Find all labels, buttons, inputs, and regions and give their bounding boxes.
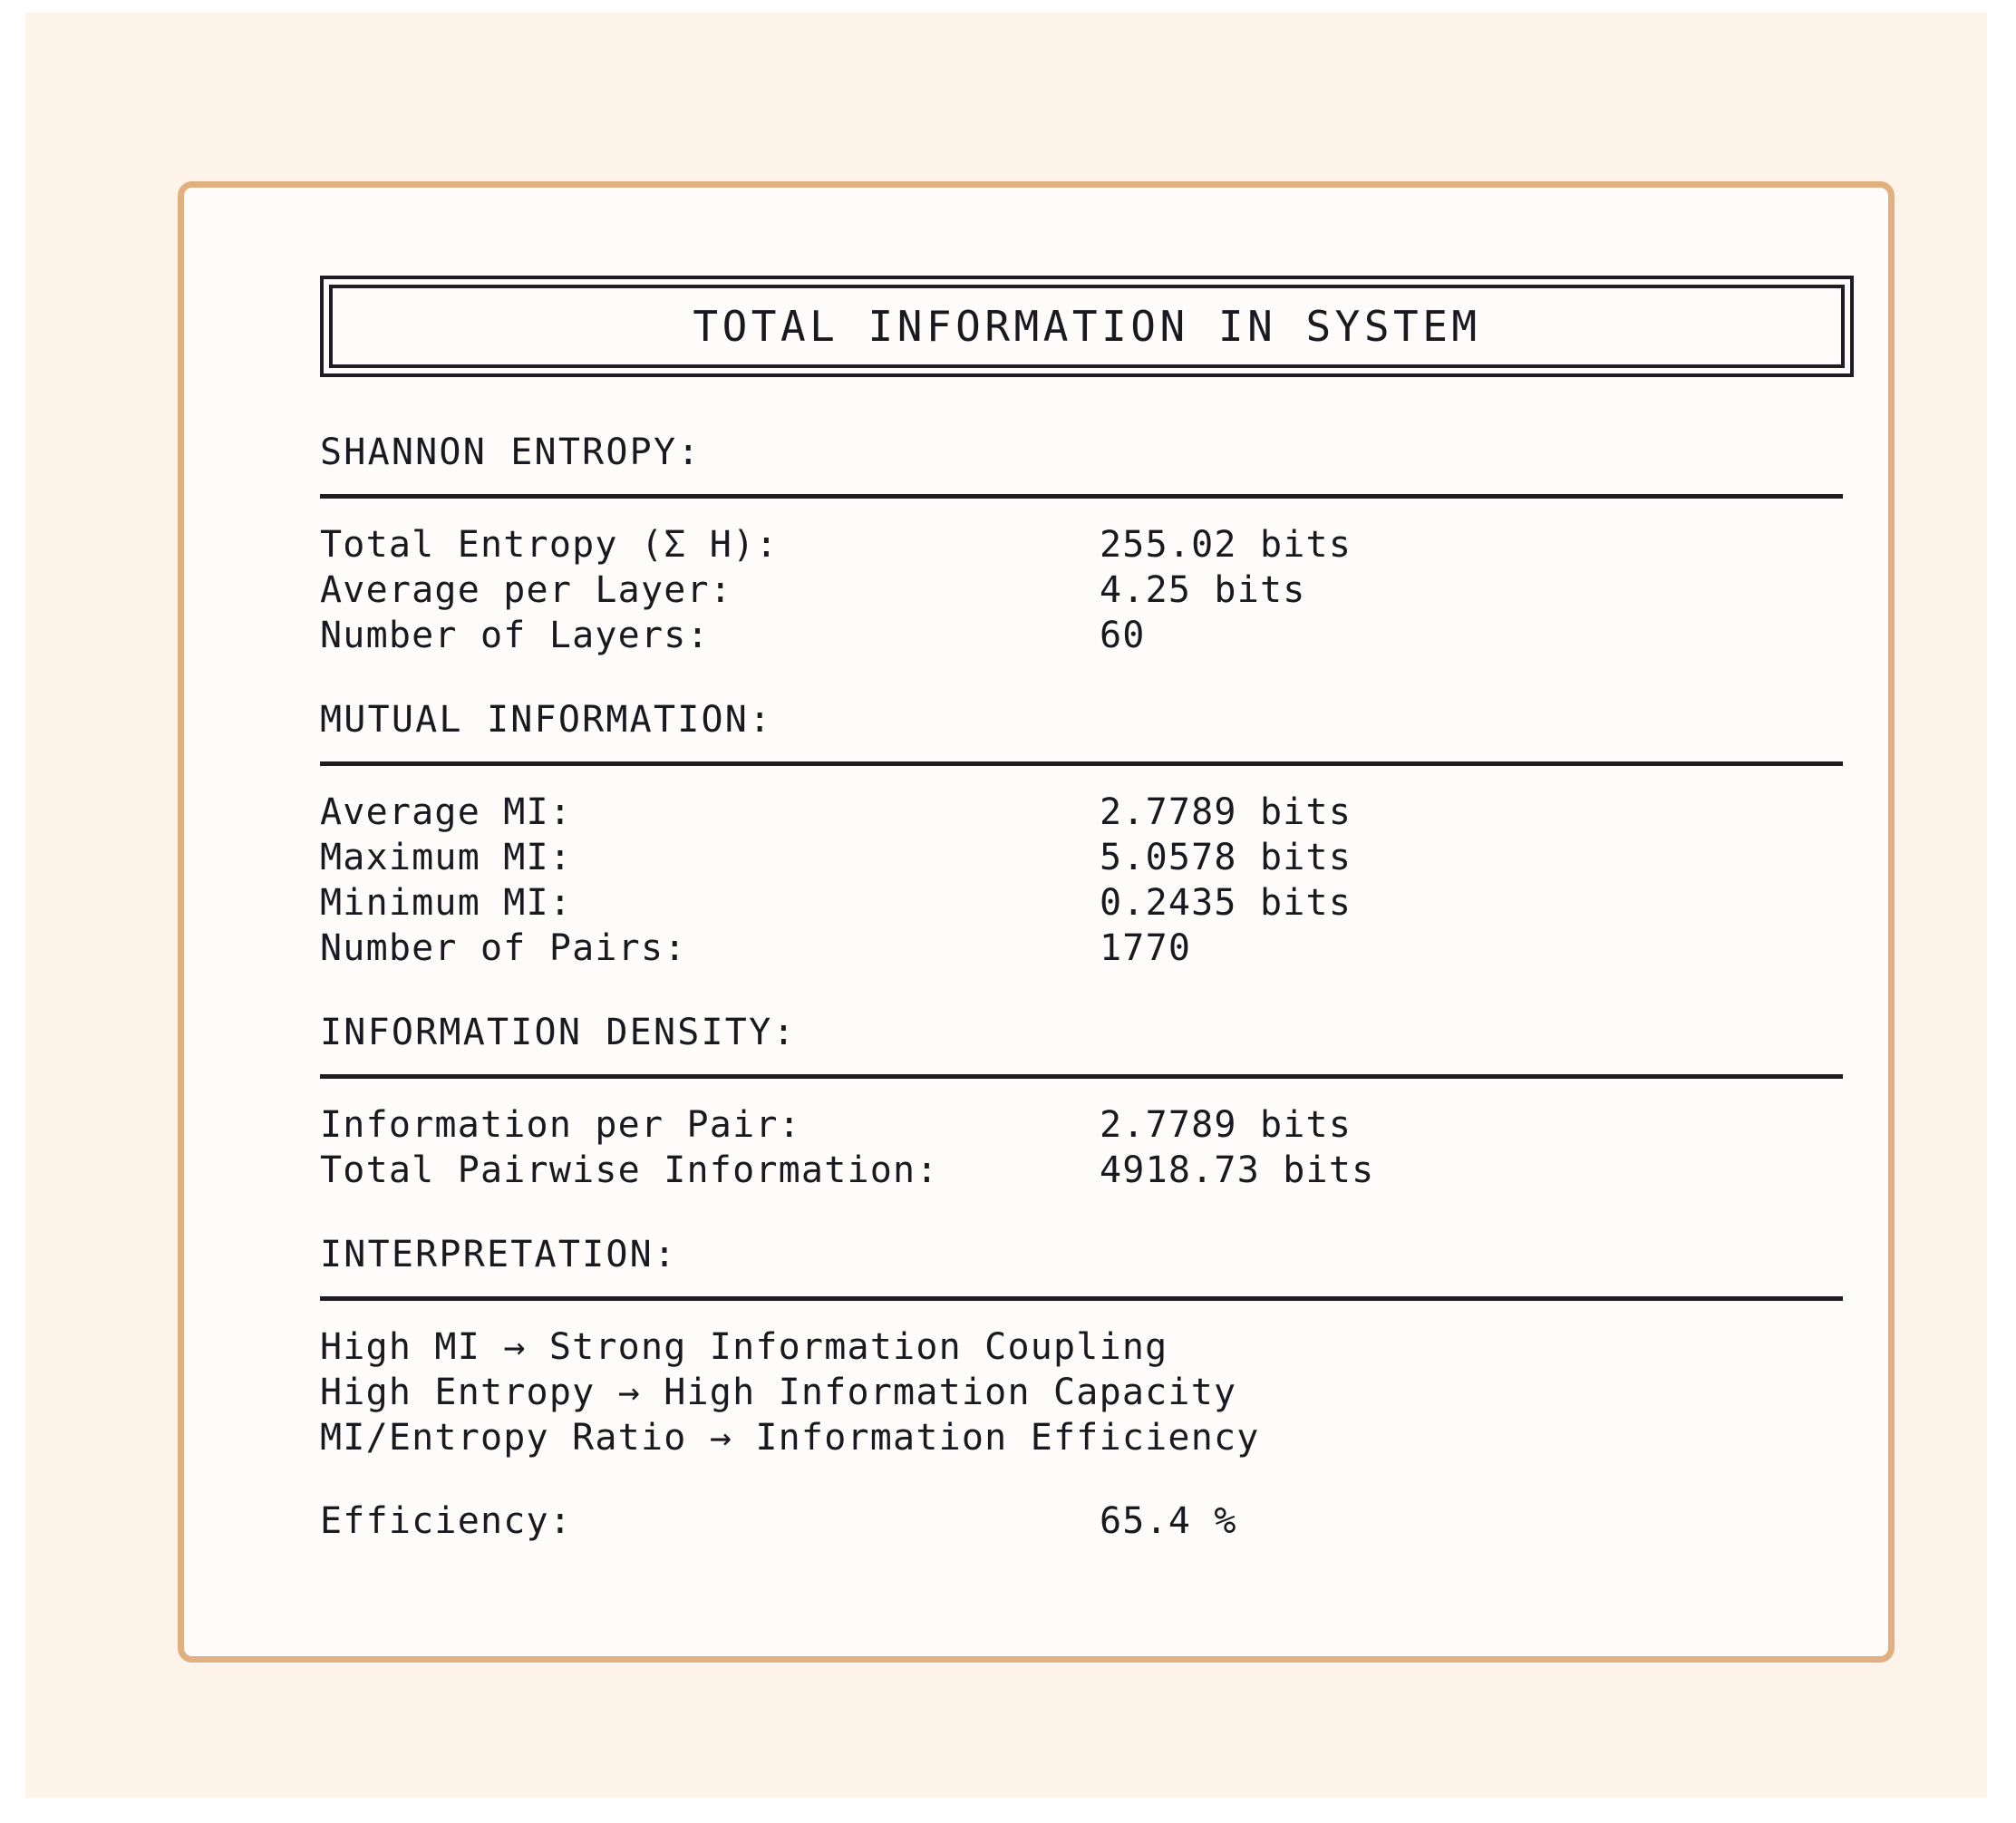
metric-row — [320, 567, 1846, 613]
spacer — [320, 1460, 1846, 1498]
report-body — [320, 434, 1846, 1544]
section-divider — [320, 494, 1843, 499]
section-heading: INTERPRETATION: — [320, 1234, 678, 1275]
metric-row — [320, 880, 1846, 926]
metric-label: Total Pairwise Information: — [320, 1149, 939, 1191]
metric-row — [320, 790, 1846, 835]
metric-row — [320, 522, 1846, 567]
section-heading: MUTUAL INFORMATION: — [320, 699, 773, 741]
metric-label: Efficiency: — [320, 1500, 573, 1542]
metric-label: Average per Layer: — [320, 569, 733, 611]
section-divider — [320, 761, 1843, 766]
metric-value: 1770 — [1100, 927, 1192, 969]
interpretation-line: MI/Entropy Ratio → Information Efficiency — [320, 1417, 1260, 1459]
interpretation-line: High Entropy → High Information Capacity — [320, 1372, 1237, 1413]
metric-value: 5.0578 bits — [1100, 837, 1352, 878]
metric-row — [320, 613, 1846, 658]
report-panel — [178, 181, 1895, 1663]
metric-value: 4.25 bits — [1100, 569, 1306, 611]
metric-value: 255.02 bits — [1100, 524, 1352, 566]
metric-row — [320, 1148, 1846, 1193]
spacer — [320, 658, 1846, 702]
metric-rows — [320, 1102, 1846, 1193]
page-title: TOTAL INFORMATION IN SYSTEM — [693, 302, 1481, 351]
metric-label: Maximum MI: — [320, 837, 573, 878]
title-frame-inner — [329, 285, 1845, 368]
report-section — [320, 699, 1846, 971]
interpretation-line: High MI → Strong Information Coupling — [320, 1326, 1168, 1368]
section-divider — [320, 1074, 1843, 1079]
section-heading: SHANNON ENTROPY: — [320, 432, 702, 473]
metric-label: Minimum MI: — [320, 882, 573, 924]
section-heading: INFORMATION DENSITY: — [320, 1012, 797, 1053]
metric-label: Information per Pair: — [320, 1104, 801, 1146]
metric-row — [320, 926, 1846, 971]
report-section — [320, 1014, 1846, 1193]
metric-label: Number of Pairs: — [320, 927, 687, 969]
spacer — [320, 1193, 1846, 1236]
figure-canvas — [25, 13, 1987, 1798]
metric-label: Number of Layers: — [320, 615, 710, 656]
metric-rows — [320, 790, 1846, 971]
spacer — [320, 971, 1846, 1014]
metric-label: Average MI: — [320, 791, 573, 833]
metric-row — [320, 1102, 1846, 1148]
title-frame-outer — [320, 276, 1854, 377]
metric-value: 65.4 % — [1100, 1500, 1237, 1542]
metric-rows — [320, 522, 1846, 658]
metric-row — [320, 835, 1846, 880]
section-divider — [320, 1296, 1843, 1301]
metric-value: 2.7789 bits — [1100, 791, 1352, 833]
metric-value: 2.7789 bits — [1100, 1104, 1352, 1146]
metric-row — [320, 1498, 1846, 1544]
report-section — [320, 434, 1846, 658]
report-section — [320, 1236, 1846, 1544]
metric-value: 60 — [1100, 615, 1146, 656]
metric-label: Total Entropy (Σ H): — [320, 524, 779, 566]
metric-value: 0.2435 bits — [1100, 882, 1352, 924]
metric-value: 4918.73 bits — [1100, 1149, 1375, 1191]
metric-rows — [320, 1498, 1846, 1544]
